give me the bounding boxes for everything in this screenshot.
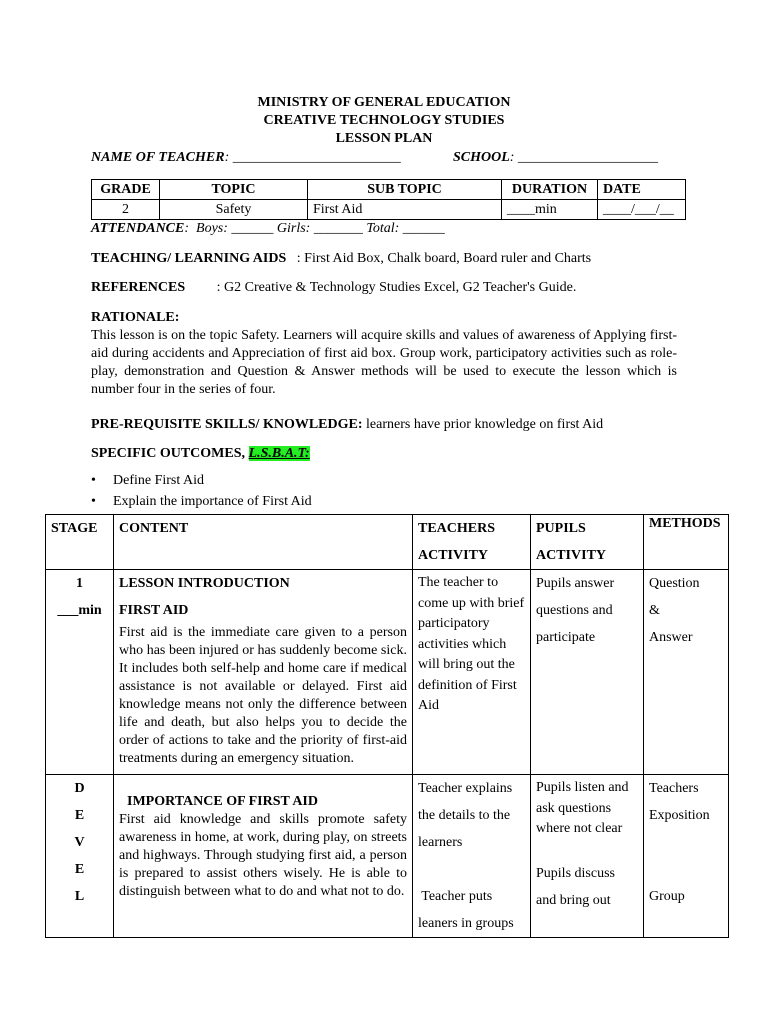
list-item: • Define First Aid: [91, 473, 204, 488]
teaching-aids-value: : First Aid Box, Chalk board, Board ruler and Charts: [286, 251, 592, 266]
prerequisite-value: learners have prior knowledge on first Aid: [362, 417, 604, 432]
attendance-line: [91, 220, 445, 238]
school-blank: : ____________________: [509, 150, 658, 165]
grade-value: 2: [92, 200, 160, 220]
pupil-activity-cell: Pupils answer questions and participate: [531, 570, 644, 775]
references-label: REFERENCES: [91, 280, 186, 295]
teacher-activity-cell: The teacher to come up with brief participatory activities which will bring out the definition of First Aid: [413, 570, 531, 775]
teacher-label: NAME OF TEACHER: [91, 150, 225, 165]
subject-title: CREATIVE TECHNOLOGY STUDIES: [263, 113, 505, 128]
plan-header-row: [46, 515, 729, 570]
section-subtitle: IMPORTANCE OF FIRST AID: [127, 794, 318, 809]
content-cell: [114, 775, 413, 938]
teacher-activity-cell: Teacher explains the details to the learners Teacher puts leaners in groups: [413, 775, 531, 938]
pupil-activity-cell: Pupils listen and ask questions where not clear Pupils discuss and bring out: [531, 775, 644, 938]
stage-number: 1: [76, 576, 83, 591]
table-row: [46, 570, 729, 775]
content-cell: [114, 570, 413, 775]
prerequisite-line: [91, 416, 603, 434]
lesson-plan-title: LESSON PLAN: [335, 131, 433, 146]
grade-table-header: [92, 180, 686, 200]
topic-header: TOPIC: [160, 180, 308, 200]
attendance-label: ATTENDANCE: [91, 221, 185, 236]
section-text: First aid knowledge and skills promote safety awareness in home, at work, during play, on streets and highways. Through studying first aid, a person is prepared to assist others wisely. He is able to distinguish between what to do and what not to do.: [119, 812, 407, 899]
list-item: • Explain the importance of First Aid: [91, 494, 312, 509]
content-header: CONTENT: [114, 515, 413, 570]
school-field: [453, 149, 658, 167]
stage-cell: D E V E L: [46, 775, 114, 938]
attendance-values: : Boys: ______ Girls: _______ Total: ______: [184, 221, 445, 236]
lsbat-highlight: L.S.B.A.T:: [248, 446, 310, 461]
prerequisite-label: PRE-REQUISITE SKILLS/ KNOWLEDGE:: [91, 417, 363, 432]
stage-header: STAGE: [46, 515, 114, 570]
topic-value: Safety: [160, 200, 308, 220]
specific-outcomes-label: SPECIFIC OUTCOMES, L.S.B.A.T:: [91, 446, 310, 461]
grade-table: [91, 179, 686, 220]
references-value: : G2 Creative & Technology Studies Excel, G2 Teacher's Guide.: [185, 280, 577, 295]
grade-header: GRADE: [92, 180, 160, 200]
bullet-icon: •: [91, 473, 96, 488]
pupils-activity-header: PUPILS ACTIVITY: [531, 515, 644, 570]
grade-table-row: [92, 200, 686, 220]
table-row: [46, 775, 729, 938]
outcomes-list: [91, 472, 312, 514]
duration-header: DURATION: [502, 180, 598, 200]
teacher-name-blank: : ________________________: [224, 150, 401, 165]
references-line: [91, 279, 576, 297]
duration-value: ____min: [502, 200, 598, 220]
section-subtitle: FIRST AID: [119, 603, 189, 618]
lesson-plan-table: [45, 514, 729, 938]
teacher-line: [91, 149, 658, 167]
methods-cell: Teachers Exposition Group: [644, 775, 729, 938]
subtopic-header: SUB TOPIC: [308, 180, 502, 200]
methods-header: METHODS: [644, 515, 729, 570]
teaching-aids-line: [91, 250, 591, 268]
document-header: [0, 94, 768, 148]
section-title: LESSON INTRODUCTION: [119, 576, 290, 591]
stage-minutes: ___min: [57, 603, 102, 618]
school-label: SCHOOL: [453, 150, 510, 165]
date-value: ____/___/__: [598, 200, 686, 220]
methods-cell: Question & Answer: [644, 570, 729, 775]
bullet-icon: •: [91, 494, 96, 509]
rationale-label: RATIONALE:: [91, 310, 180, 325]
ministry-title: MINISTRY OF GENERAL EDUCATION: [257, 95, 511, 110]
subtopic-value: First Aid: [308, 200, 502, 220]
date-header: DATE: [598, 180, 686, 200]
teaching-aids-label: TEACHING/ LEARNING AIDS: [91, 251, 287, 266]
rationale-text: This lesson is on the topic Safety. Learners will acquire skills and values of awareness of Applying first- aid during accidents and Appreciation of first aid box. Group work, participatory activities such as role-play, demonstration and Question & Answer methods will be used to execute the lesson which is number four in the series of four.: [91, 328, 677, 397]
stage-cell: [46, 570, 114, 775]
section-text: First aid is the immediate care given to a person who has been injured or has suddenly become sick. It includes both self-help and home care if medical assistance is not available or delayed. First aid knowledge means not only the difference between life and death, but also helps you to decide the order of actions to take and the priority of first-aid treatments during an emergency situation.: [119, 625, 407, 766]
teachers-activity-header: TEACHERS ACTIVITY: [413, 515, 531, 570]
